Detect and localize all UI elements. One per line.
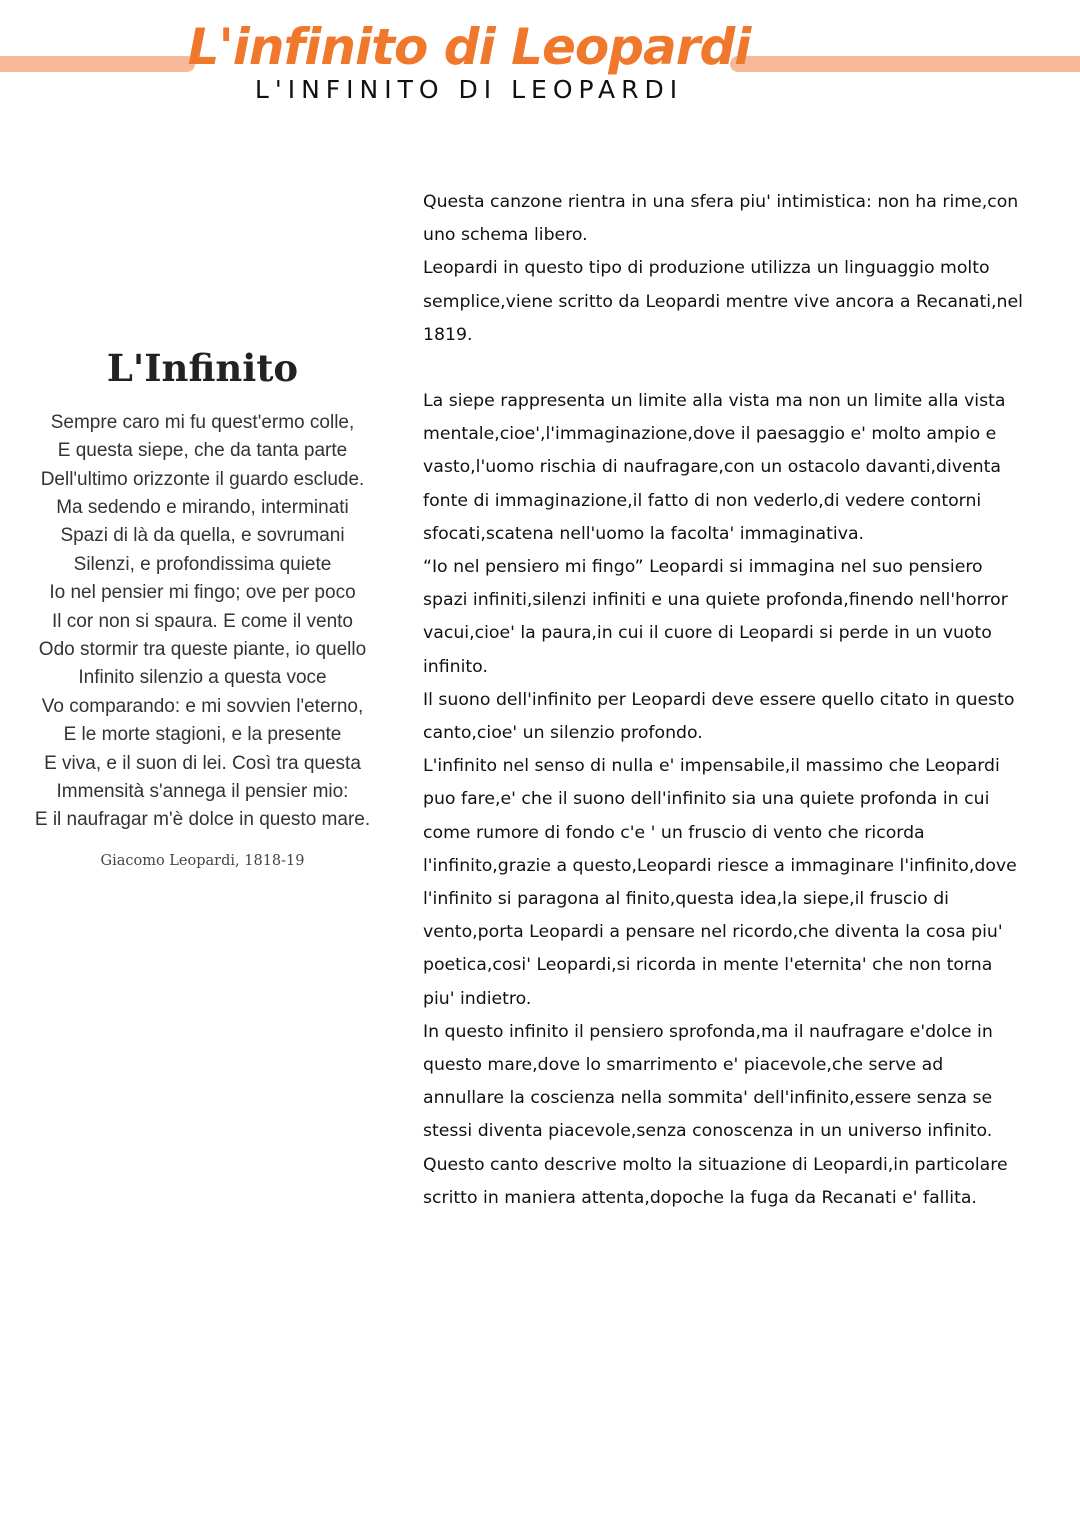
essay-paragraph: L'infinito nel senso di nulla e' impensabile,il massimo che Leopardi puo fare,e' che il suono dell'infinito sia una quiete profonda in cui come rumore di fondo c'e ' un fruscio di vento che ricorda l'infinito,grazie a questo,Leopardi riesce a immaginare l'infinito,dove l'infinito si paragona al finito,questa idea,la siepe,il fruscio di vento,porta Leopardi a pensare nel ricordo,che diventa la cosa piu' poetica,cosi' Leopardi,si ricorda in mente l'eternita' che non torna piu' indietro.: [423, 756, 1017, 1009]
poem-line: Vo comparando: e mi sovvien l'eterno,: [41, 695, 364, 717]
poem-line: Dell'ultimo orizzonte il guardo esclude.: [40, 468, 365, 490]
poem-line: Io nel pensier mi fingo; ove per poco: [49, 582, 356, 604]
poem-line: E viva, e il suon di lei. Così tra questa: [44, 752, 361, 774]
poem-author: Giacomo Leopardi, 1818-19: [100, 852, 305, 869]
poem-block: [10, 348, 395, 869]
poem-line: Il cor non si spaura. E come il vento: [52, 610, 353, 632]
essay-paragraph: Leopardi in questo tipo di produzione utilizza un linguaggio molto semplice,viene scritto da Leopardi mentre vive ancora a Recanati,nel 1819.: [423, 258, 1023, 345]
poem-line: Spazi di là da quella, e sovrumani: [60, 525, 345, 547]
essay-paragraph: Questa canzone rientra in una sfera piu' intimistica: non ha rime,con uno schema libero.: [423, 192, 1019, 246]
poem-title: L'Infinito: [106, 346, 299, 390]
essay-paragraph: Il suono dell'infinito per Leopardi deve essere quello citato in questo canto,cioe' un silenzio profondo.: [423, 689, 1015, 744]
poem-line: Odo stormir tra queste piante, io quello: [38, 638, 367, 660]
page-title-caps: L'INFINITO DI LEOPARDI: [254, 75, 684, 104]
poem-line: Ma sedendo e mirando, interminati: [56, 496, 349, 518]
poem-line: E le morte stagioni, e la presente: [63, 724, 342, 746]
poem-line: Sempre caro mi fu quest'ermo colle,: [50, 411, 355, 433]
essay-paragraph: La siepe rappresenta un limite alla vista ma non un limite alla vista mentale,cioe',l'immaginazione,dove il paesaggio e' molto ampio e vasto,l'uomo rischia di naufragare,con un ostacolo davanti,diventa fonte di immaginazione,il fatto di non vederlo,di vedere contorni sfocati,scatena nell'uomo la facolta' immaginativa.: [423, 391, 1006, 544]
essay-paragraph: “Io nel pensiero mi fingo” Leopardi si immagina nel suo pensiero spazi infiniti,silenzi infiniti e una quiete profonda,finendo nell'horror vacui,cioe' la paura,in cui il cuore di Leopardi si perde in un vuoto infinito.: [423, 557, 1008, 677]
poem-line: E questa siepe, che da tanta parte: [57, 440, 348, 462]
poem-line: Immensità s'annega il pensier mio:: [56, 780, 349, 802]
poem-line: Infinito silenzio a questa voce: [78, 667, 327, 689]
page-title-script: L'infinito di Leopardi: [187, 18, 751, 76]
poem-line: E il naufragar m'è dolce in questo mare.: [34, 809, 371, 831]
essay-text: [423, 186, 1023, 1215]
poem-lines: [10, 409, 395, 835]
essay-paragraph: In questo infinito il pensiero sprofonda,ma il naufragare e'dolce in questo mare,dove lo smarrimento e' piacevole,che serve ad annullare la coscienza nella sommita' dell'infinito,essere senza se stessi diventa piacevole,senza conoscenza in un universo infinito.: [423, 1021, 993, 1142]
essay-paragraph: Questo canto descrive molto la situazione di Leopardi,in particolare scritto in maniera attenta,dopoche la fuga da Recanati e' fallita.: [423, 1154, 1008, 1208]
poem-line: Silenzi, e profondissima quiete: [73, 553, 332, 575]
